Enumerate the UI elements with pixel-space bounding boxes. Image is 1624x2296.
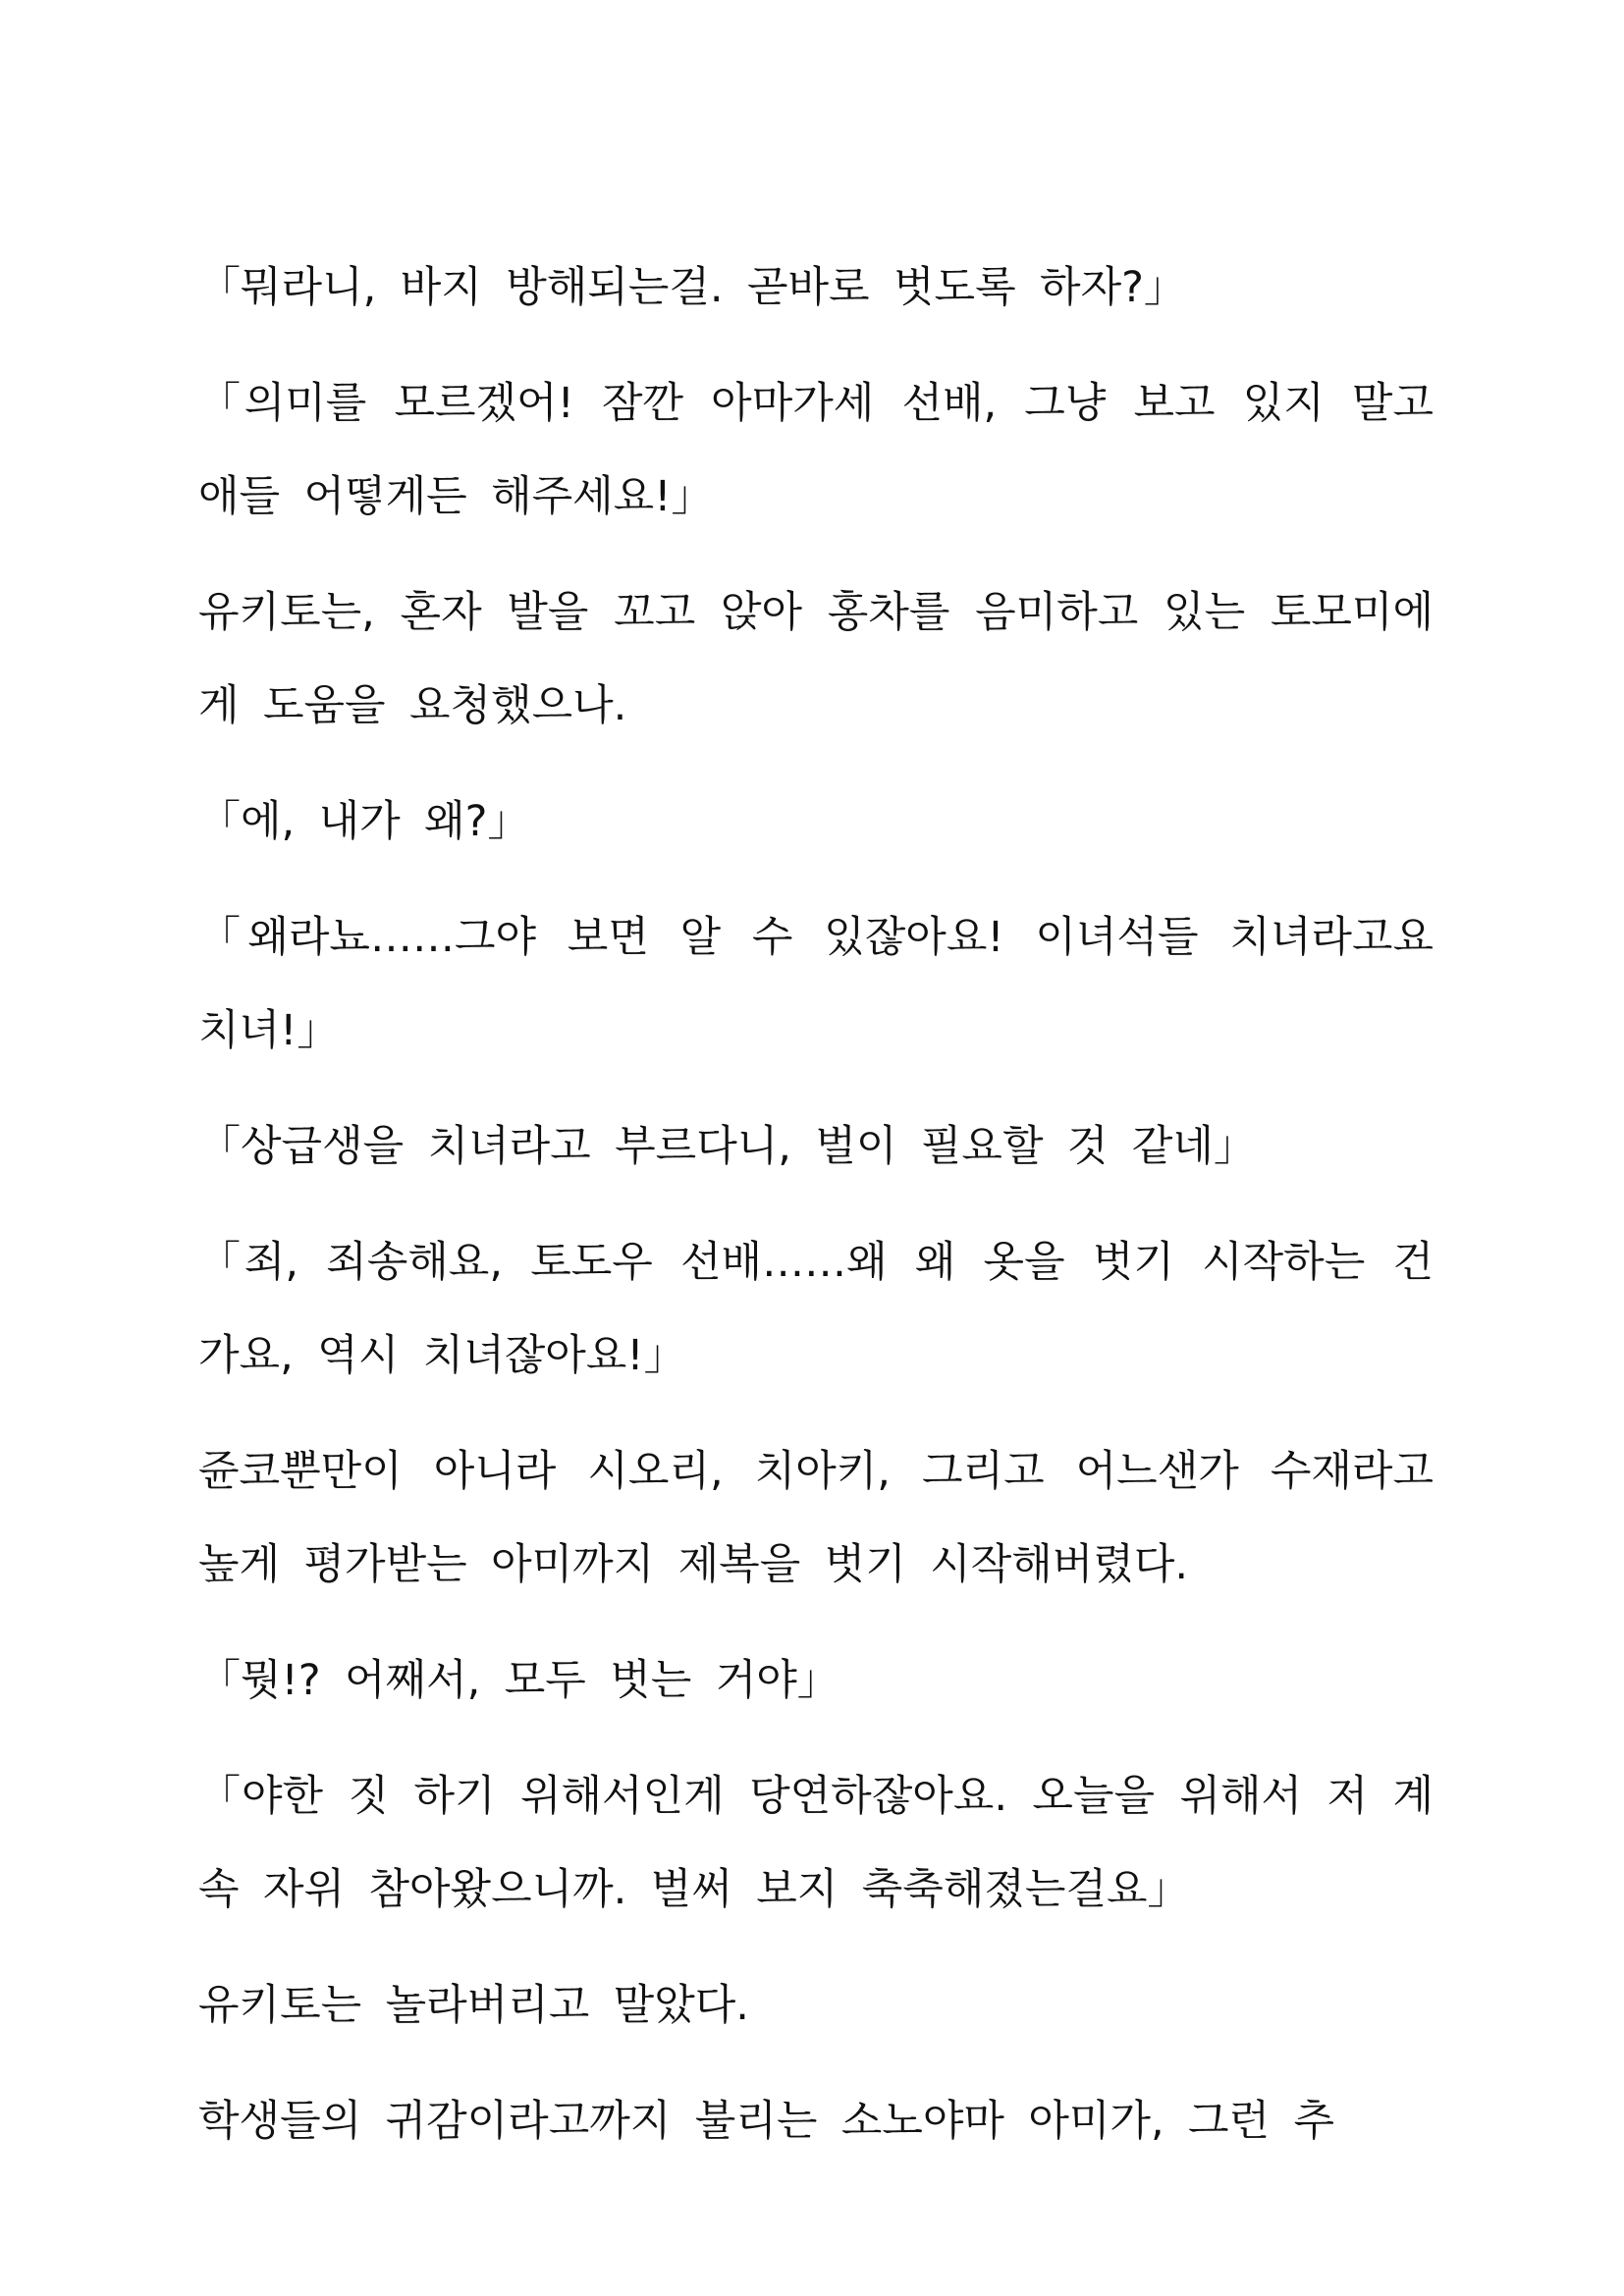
paragraph: 유키토는, 혼자 발을 꼬고 앉아 홍차를 음미하고 있는 토모미에게 도움을 요청했으나. [198, 588, 1434, 730]
body-text [198, 241, 1434, 2191]
paragraph: 유키토는 놀라버리고 말았다. [198, 1981, 749, 2030]
paragraph: 「뭣!? 어째서, 모두 벗는 거야」 [198, 1656, 839, 1705]
paragraph: 「왜라뇨……그야 보면 알 수 있잖아요! 이녀석들 치녀라고요 치녀!」 [198, 913, 1434, 1055]
paragraph: 「상급생을 치녀라고 부르다니, 벌이 필요할 것 같네」 [198, 1122, 1256, 1171]
paragraph: 「죄, 죄송해요, 토도우 선배……왜 왜 옷을 벗기 시작하는 건가요, 역시 치녀잖아요!」 [198, 1238, 1434, 1380]
paragraph: 「에, 내가 왜?」 [198, 797, 530, 846]
paragraph: 「의미를 모르겠어! 잠깐 아마가세 선배, 그냥 보고 있지 말고 애들 어떻게든 해주세요!」 [198, 379, 1434, 521]
paragraph: 「뭐라니, 바지 방해되는걸. 곧바로 벗도록 하자?」 [198, 263, 1186, 312]
paragraph: 학생들의 귀감이라고까지 불리는 소노야마 아미가, 그런 추 [198, 2097, 1335, 2146]
paragraph: 「야한 짓 하기 위해서인게 당연하잖아요. 오늘을 위해서 저 계속 자위 참아왔으니까. 벌써 보지 축축해졌는걸요」 [198, 1772, 1434, 1914]
paragraph: 쥰코뿐만이 아니라 시오리, 치아키, 그리고 어느샌가 수재라고 높게 평가받는 아미까지 제복을 벗기 시작해버렸다. [198, 1447, 1434, 1589]
